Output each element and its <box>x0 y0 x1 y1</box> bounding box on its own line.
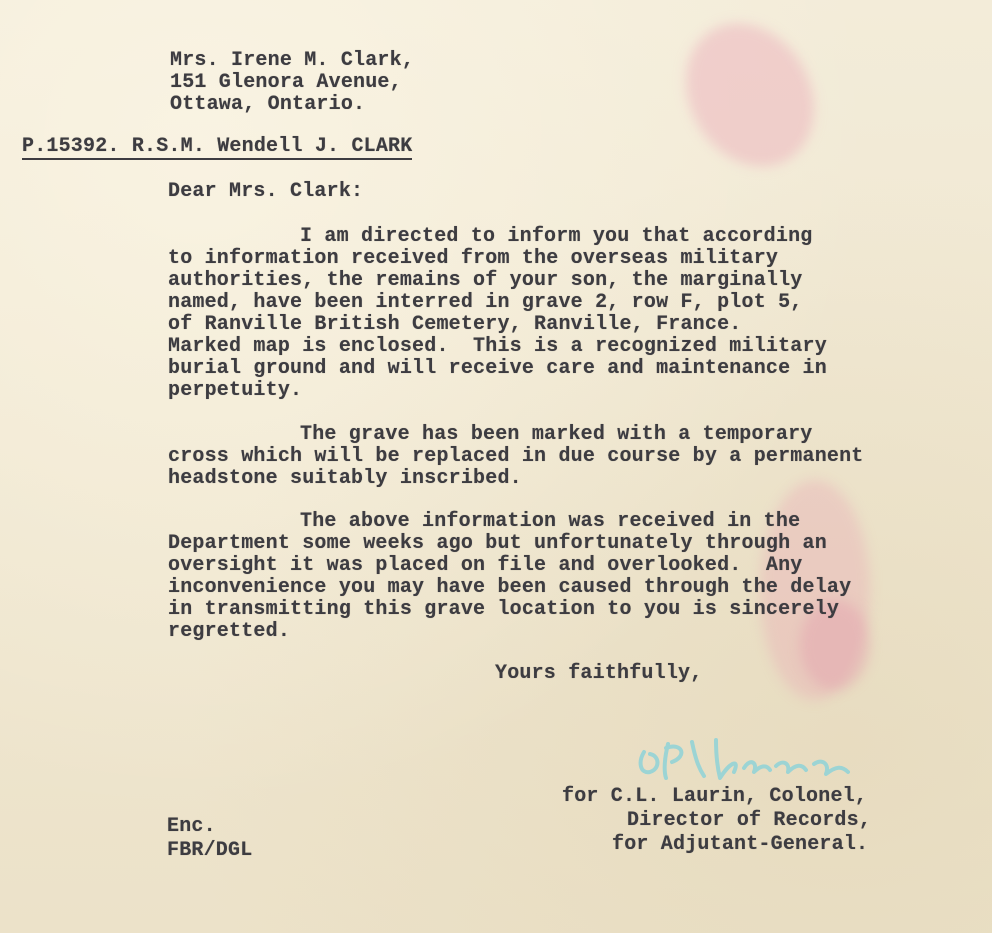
paragraph-3-line: Department some weeks ago but unfortunately through an <box>168 532 827 555</box>
paragraph-1-line: perpetuity. <box>168 379 303 402</box>
paragraph-1-line: I am directed to inform you that according <box>300 225 813 248</box>
paragraph-3-line: The above information was received in the <box>300 510 801 533</box>
handwritten-signature <box>630 722 870 792</box>
salutation: Dear Mrs. Clark: <box>168 180 364 203</box>
paragraph-1-line: Marked map is enclosed. This is a recognized military <box>168 335 827 358</box>
recipient-name: Mrs. Irene M. Clark, <box>170 49 415 72</box>
paragraph-1-line: of Ranville British Cemetery, Ranville, France. <box>168 313 742 336</box>
paragraph-2-line: headstone suitably inscribed. <box>168 467 522 490</box>
signature-line-1: for C.L. Laurin, Colonel, <box>562 785 868 808</box>
paragraph-3-line: in transmitting this grave location to you is sincerely <box>168 598 840 621</box>
paragraph-3-line: inconvenience you may have been caused through the delay <box>168 576 852 599</box>
signature-line-3: for Adjutant-General. <box>612 833 869 856</box>
recipient-city: Ottawa, Ontario. <box>170 93 366 116</box>
paragraph-3-line: regretted. <box>168 620 291 643</box>
paragraph-1-line: burial ground and will receive care and maintenance in <box>168 357 827 380</box>
paragraph-3-line: oversight it was placed on file and overlooked. Any <box>168 554 803 577</box>
pink-stain-top-right <box>661 0 840 190</box>
recipient-street: 151 Glenora Avenue, <box>170 71 402 94</box>
reference-line: P.15392. R.S.M. Wendell J. CLARK <box>22 135 413 158</box>
paragraph-2-line: The grave has been marked with a temporary <box>300 423 813 446</box>
closing: Yours faithfully, <box>495 662 703 685</box>
paragraph-2-line: cross which will be replaced in due course by a permanent <box>168 445 864 468</box>
paragraph-1-line: named, have been interred in grave 2, row F, plot 5, <box>168 291 803 314</box>
paragraph-1-line: authorities, the remains of your son, the marginally <box>168 269 803 292</box>
paragraph-1-line: to information received from the overseas military <box>168 247 779 270</box>
signature-line-2: Director of Records, <box>627 809 872 832</box>
enclosure-note: Enc. <box>167 815 216 838</box>
typist-initials: FBR/DGL <box>167 839 253 862</box>
